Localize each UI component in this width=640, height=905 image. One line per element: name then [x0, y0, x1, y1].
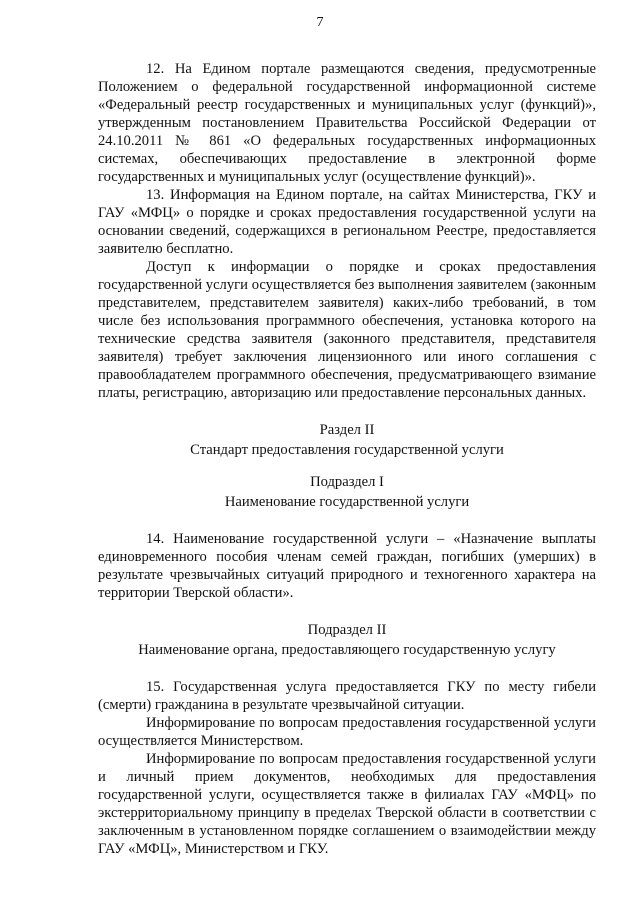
- paragraph-15: 15. Государственная услуга предоставляется ГКУ по месту гибели (смерти) гражданина в результате чрезвычайной ситуации.: [98, 679, 596, 713]
- paragraph-informing-ministry: Информирование по вопросам предоставления государственной услуги осуществляется Министерством.: [98, 715, 596, 749]
- section-label: Раздел II: [319, 422, 375, 438]
- document-body: [98, 60, 596, 858]
- subsection-1-title: Наименование государственной услуги: [224, 494, 470, 510]
- paragraph-access-info: Доступ к информации о порядке и сроках предоставления государственной услуги осуществляется без выполнения заявителем (законным представителем, представителем заявителя) каких-либо требований, в том числе без использования программного обеспечения, установка которого на технические средства заявителя (законного представителя, представителя заявителя) требует заключения лицензионного или иного соглашения с правообладателем программного обеспечения, предусматривающего взимание платы, регистрацию, авторизацию или предоставление персональных данных.: [98, 259, 596, 401]
- paragraph-informing-mfc: Информирование по вопросам предоставления государственной услуги и личный прием документов, необходимых для предоставления государственной услуги, осуществляется также в филиалах ГАУ «МФЦ» по экстерриториальному принципу в пределах Тверской области в соответствии с заключенным в установленном порядке соглашением о взаимодействии между ГАУ «МФЦ», Министерством и ГКУ.: [98, 751, 596, 857]
- page-number: 7: [316, 15, 324, 30]
- subsection-2-label: Подраздел II: [307, 622, 387, 638]
- paragraph-14: 14. Наименование государственной услуги – «Назначение выплаты единовременного пособия членам семей граждан, погибших (умерших) в результате чрезвычайных ситуаций природного и техногенного характера на территории Тверской области».: [98, 531, 596, 601]
- subsection-2-title: Наименование органа, предоставляющего государственную услугу: [138, 642, 556, 658]
- section-title: Стандарт предоставления государственной услуги: [190, 442, 504, 458]
- paragraph-12: 12. На Едином портале размещаются сведения, предусмотренные Положением о федеральной государственной информационной системе «Федеральный реестр государственных и муниципальных услуг (функций)», утвержденным постановлением Правительства Российской Федерации от 24.10.2011 № 861 «О федеральных государственных информационных системах, обеспечивающих предоставление в электронной форме государственных и муниципальных услуг (осуществление функций)».: [98, 61, 596, 185]
- subsection-1-label: Подраздел I: [310, 474, 384, 490]
- paragraph-13: 13. Информация на Едином портале, на сайтах Министерства, ГКУ и ГАУ «МФЦ» о порядке и сроках предоставления государственной услуги на основании сведений, содержащихся в региональном Реестре, предоставляется заявителю бесплатно.: [98, 187, 596, 257]
